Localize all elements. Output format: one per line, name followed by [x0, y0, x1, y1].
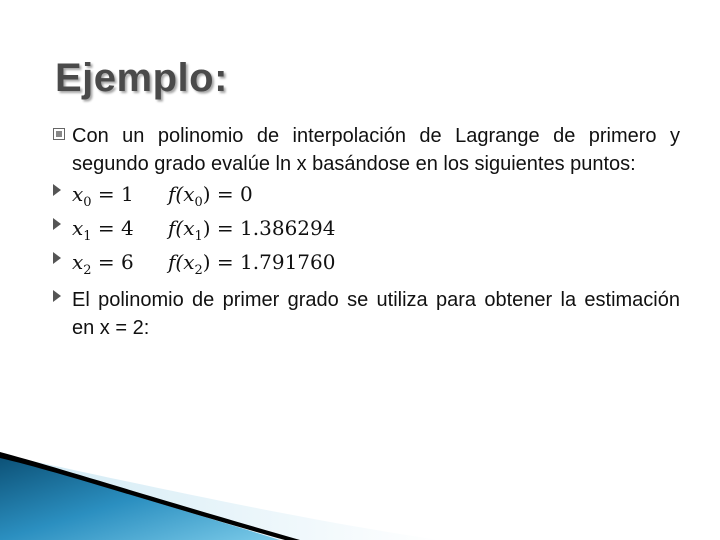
slide-content	[50, 122, 680, 342]
f-value-0: $f(x_0) = 0$	[168, 182, 253, 210]
point-row-2	[50, 248, 680, 282]
f-value-1: $f(x_1) = 1.386294$	[168, 216, 336, 244]
closing-text: El polinomio de primer grado se utiliza para obtener la estimación en x = 2:	[72, 289, 680, 339]
f-value-2: $f(x_2) = 1.791760$	[168, 250, 336, 278]
x-value-2: $x_2 = 6$	[72, 250, 134, 278]
closing-item	[50, 286, 680, 342]
decorative-swoosh	[0, 440, 720, 540]
triangle-bullet-icon	[53, 184, 61, 199]
slide-title: Ejemplo:	[55, 56, 228, 100]
triangle-bullet-icon	[53, 290, 61, 305]
x-value-0: $x_0 = 1$	[72, 182, 134, 210]
triangle-bullet-icon	[53, 252, 61, 267]
point-row-0	[50, 180, 680, 214]
x-value-1: $x_1 = 4$	[72, 216, 134, 244]
box-bullet-icon	[53, 128, 65, 140]
intro-item	[50, 122, 680, 178]
triangle-bullet-icon	[53, 218, 61, 233]
intro-text: Con un polinomio de interpolación de Lagrange de primero y segundo grado evalúe ln x basándose en los siguientes puntos:	[72, 125, 680, 175]
point-row-1	[50, 214, 680, 248]
